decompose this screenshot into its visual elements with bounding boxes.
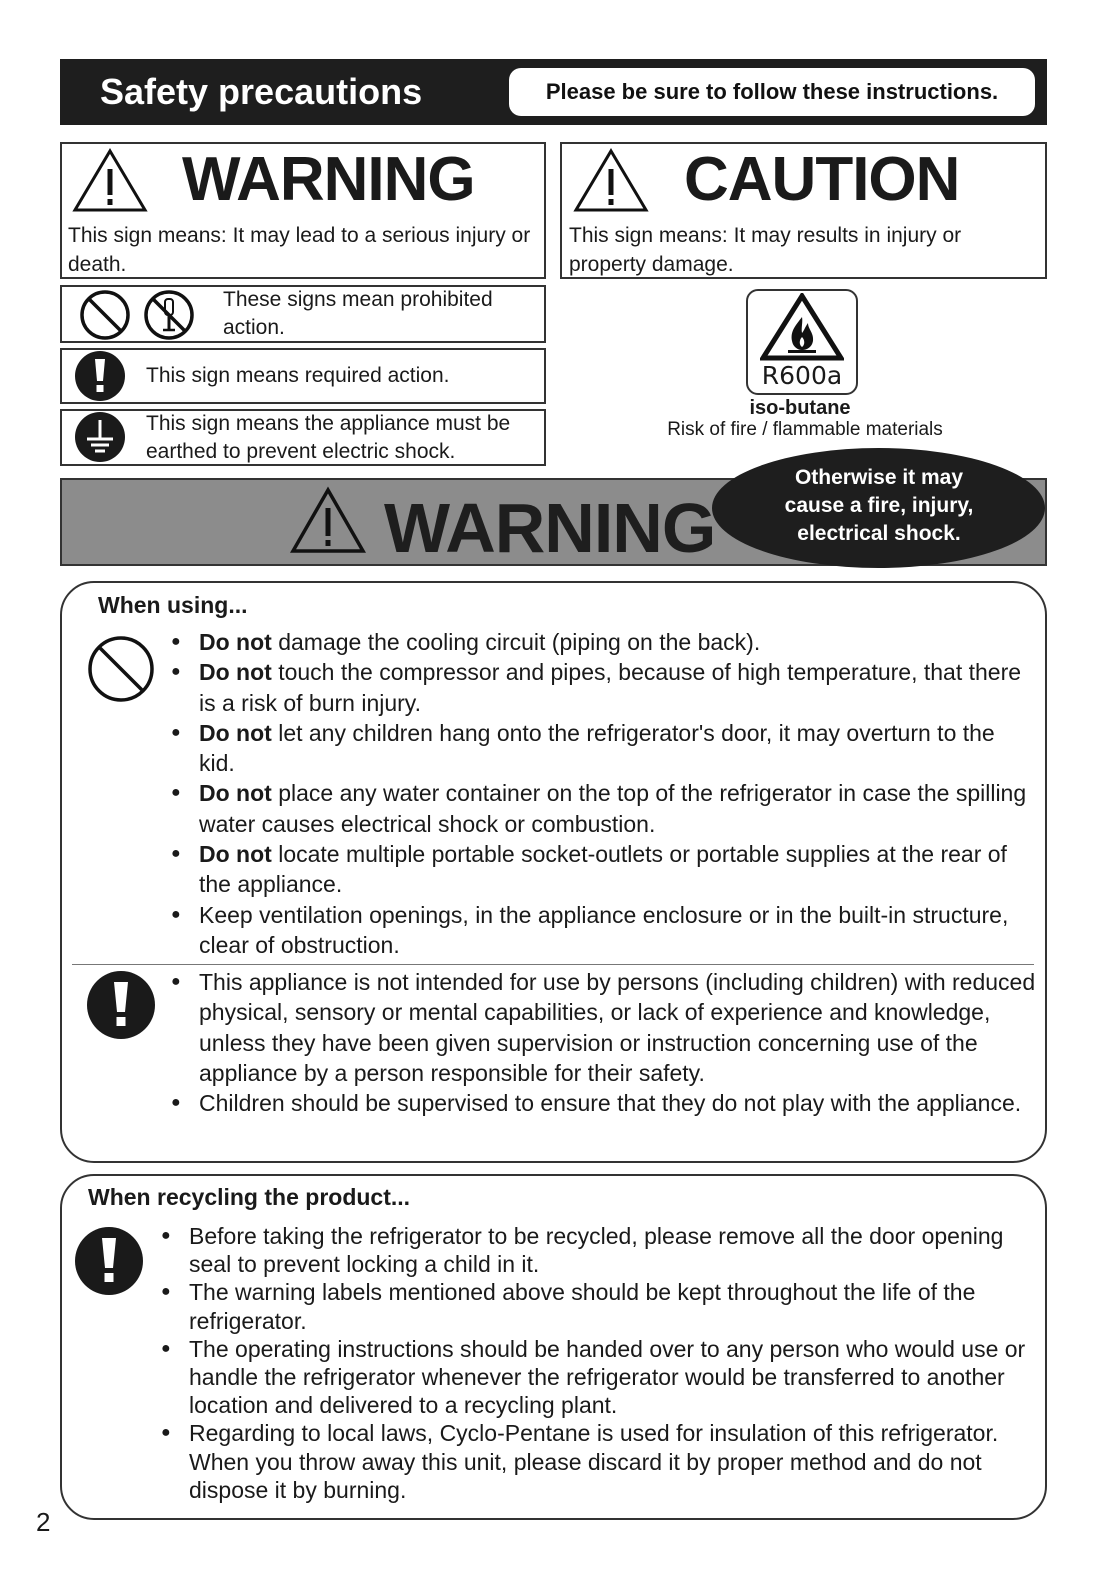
bullet-item	[169, 778, 1034, 839]
page-number: 2	[36, 1507, 51, 1537]
legend-prohibited-text: These signs mean prohibited action.	[223, 288, 493, 339]
bullet-item: ● Children should be supervised to ensure that they do not play with the appliance.	[169, 1088, 1039, 1118]
bullet-emphasis: Do not	[199, 780, 272, 807]
when-using-title: When using...	[98, 592, 248, 618]
when-using-required-list	[169, 967, 1039, 1118]
bullet-text: damage the cooling circuit (piping on the back).	[271, 629, 761, 655]
banner-warning-triangle-icon	[290, 486, 366, 554]
bullet-item	[169, 657, 1034, 718]
warning-triangle-icon	[72, 147, 148, 213]
banner-consequence-line: electrical shock.	[797, 522, 961, 545]
bullet-item: ● The warning labels mentioned above should be kept throughout the life of the refrigerator.	[159, 1278, 1031, 1334]
bullet-text: let any children hang onto the refrigerator's door, it may overturn to the kid.	[199, 719, 995, 777]
header-note: Please be sure to follow these instructions.	[509, 68, 1035, 116]
required-action-icon	[74, 1226, 144, 1296]
when-recycling-list	[159, 1222, 1031, 1504]
bullet-item: ● Before taking the refrigerator to be recycled, please remove all the door opening seal to prevent locking a child in it.	[159, 1222, 1031, 1278]
bullet-text: locate multiple portable socket-outlets or portable supplies at the rear of the appliance.	[199, 841, 1007, 898]
bullet-item: ● This appliance is not intended for use by persons (including children) with reduced physical, sensory or mental capabilities, or lack of experience and knowledge, unless they have been given supervision or instruction concerning use of the appliance by a person responsible for their safety.	[169, 967, 1039, 1088]
bullet-emphasis: Do not	[199, 841, 272, 868]
caution-description: This sign means: It may results in injury or property damage.	[569, 224, 962, 276]
bullet-item	[169, 900, 1034, 961]
warning-description: This sign means: It may lead to a serious injury or death.	[68, 224, 531, 276]
do-not-disassemble-icon	[142, 288, 196, 342]
banner-warning-word: WARNING	[384, 489, 716, 567]
refrigerant-gas: iso-butane	[749, 397, 851, 419]
when-recycling-title: When recycling the product...	[88, 1184, 411, 1210]
required-action-icon	[86, 970, 156, 1040]
bullet-emphasis: Do not	[199, 659, 272, 686]
earth-ground-icon	[74, 411, 126, 463]
section-divider	[72, 964, 1034, 965]
when-using-prohibited-list	[169, 627, 1034, 960]
required-action-icon	[74, 350, 126, 402]
banner-consequence-line: cause a fire, injury,	[784, 494, 974, 517]
legend-earth-text: This sign means the appliance must be earthed to prevent electric shock.	[146, 412, 511, 463]
legend-required-text: This sign means required action.	[146, 364, 450, 387]
prohibited-icon	[78, 288, 132, 342]
warning-word: WARNING	[182, 145, 475, 214]
bullet-item: ● Regarding to local laws, Cyclo-Pentane is used for insulation of this refrigerator. When you throw away this unit, please discard it by proper method and do not dispose it by burning.	[159, 1419, 1031, 1504]
flammable-risk-text: Risk of fire / flammable materials	[667, 419, 943, 440]
caution-triangle-icon	[573, 147, 649, 213]
banner-consequence-text	[730, 464, 1028, 548]
bullet-text: Keep ventilation openings, in the appliance enclosure or in the built-in structure, clear of obstruction.	[199, 901, 1009, 958]
prohibited-icon	[86, 634, 156, 704]
bullet-text: touch the compressor and pipes, because of high temperature, that there is a risk of burn injury.	[199, 659, 1022, 716]
refrigerant-code: R600a	[761, 361, 843, 390]
banner-consequence-line: Otherwise it may	[794, 466, 964, 489]
caution-word: CAUTION	[684, 145, 960, 214]
bullet-item	[169, 627, 1034, 657]
bullet-item	[169, 839, 1034, 900]
flame-warning-icon	[760, 293, 844, 361]
page-title: Safety precautions	[100, 71, 423, 112]
bullet-emphasis: Do not	[199, 719, 272, 746]
bullet-item	[169, 718, 1034, 779]
bullet-text: place any water container on the top of the refrigerator in case the spilling water causes electrical shock or combustion.	[199, 780, 1027, 837]
bullet-emphasis: Do not	[199, 629, 272, 655]
bullet-item: ● The operating instructions should be handed over to any person who would use or handle the refrigerator whenever the refrigerator would be transferred to another location and delivered to a recycling plant.	[159, 1335, 1031, 1420]
